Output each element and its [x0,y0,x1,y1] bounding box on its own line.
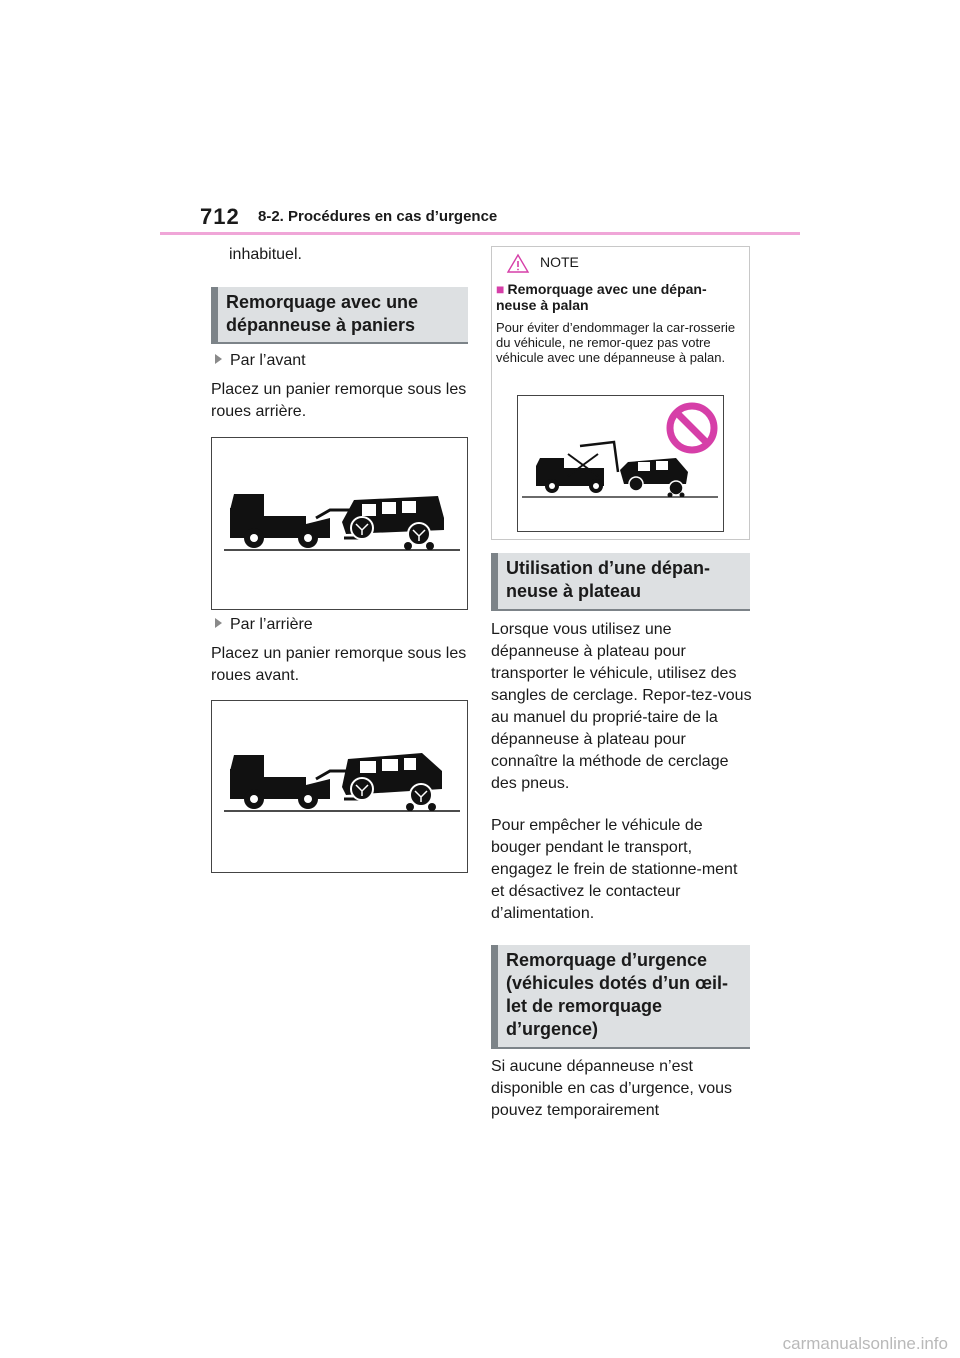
bullet-front-label: Par l’avant [230,352,306,369]
tow-truck-rear-illustration [212,701,467,872]
figure-rear-tow [211,700,468,873]
rear-text: Placez un panier remorque sous les roues avant. [211,645,467,684]
note-subtitle-text: Remorquage avec une dépan-neuse à palan [496,281,707,313]
note-text: Pour éviter d’endommager la car-rosserie du véhicule, ne remor-quez pas votre véhicule avec une dépanneuse à palan. [496,320,736,365]
note-subtitle [496,281,746,313]
bullet-front [215,352,306,370]
chapter-title: 8-2. Procédures en cas d’urgence [258,208,498,225]
triangle-bullet-icon [215,618,222,628]
header-rule [160,232,800,235]
tow-truck-front-illustration [212,438,467,609]
flatbed-text: Lorsque vous utilisez une dépanneuse à plateau pour transporter le véhicule, utilisez des sangles de cerclage. Repor-tez-vous au manuel du proprié-taire de la dépanneuse à plateau pour connaître la méthode de cerclage des pneus. [491,621,752,792]
intro-text: inhabituel. [229,246,302,263]
hoist-tow-prohibited-illustration [518,396,723,531]
warning-triangle-icon [506,253,530,273]
square-bullet-icon: ■ [496,281,505,297]
page-number: 712 [200,204,240,229]
note-title: NOTE [540,254,579,270]
section-heading-flatbed [491,553,750,611]
heading-text: Remorquage d’urgence (véhicules dotés d’un œil-let de remorquage d’urgence) [506,950,729,1039]
front-text: Placez un panier remorque sous les roues arrière. [211,381,467,420]
heading-text: Remorquage avec une dépanneuse à paniers [226,292,419,335]
section-heading-emergency [491,945,750,1049]
emergency-text: Si aucune dépanneuse n’est disponible en cas d’urgence, vous pouvez temporairement [491,1058,733,1119]
heading-text: Utilisation d’une dépan-neuse à plateau [506,558,711,601]
figure-front-tow [211,437,468,610]
bullet-rear [215,616,313,634]
section-heading-basket [211,287,468,344]
figure-wheel-lift-prohibited [517,395,724,532]
bullet-rear-label: Par l’arrière [230,616,313,633]
flatbed-text-2: Pour empêcher le véhicule de bouger pendant le transport, engagez le frein de stationne-ment et désactivez le contacteur d’alimentation. [491,817,738,922]
watermark: carmanualsonline.info [782,1334,948,1353]
triangle-bullet-icon [215,354,222,364]
